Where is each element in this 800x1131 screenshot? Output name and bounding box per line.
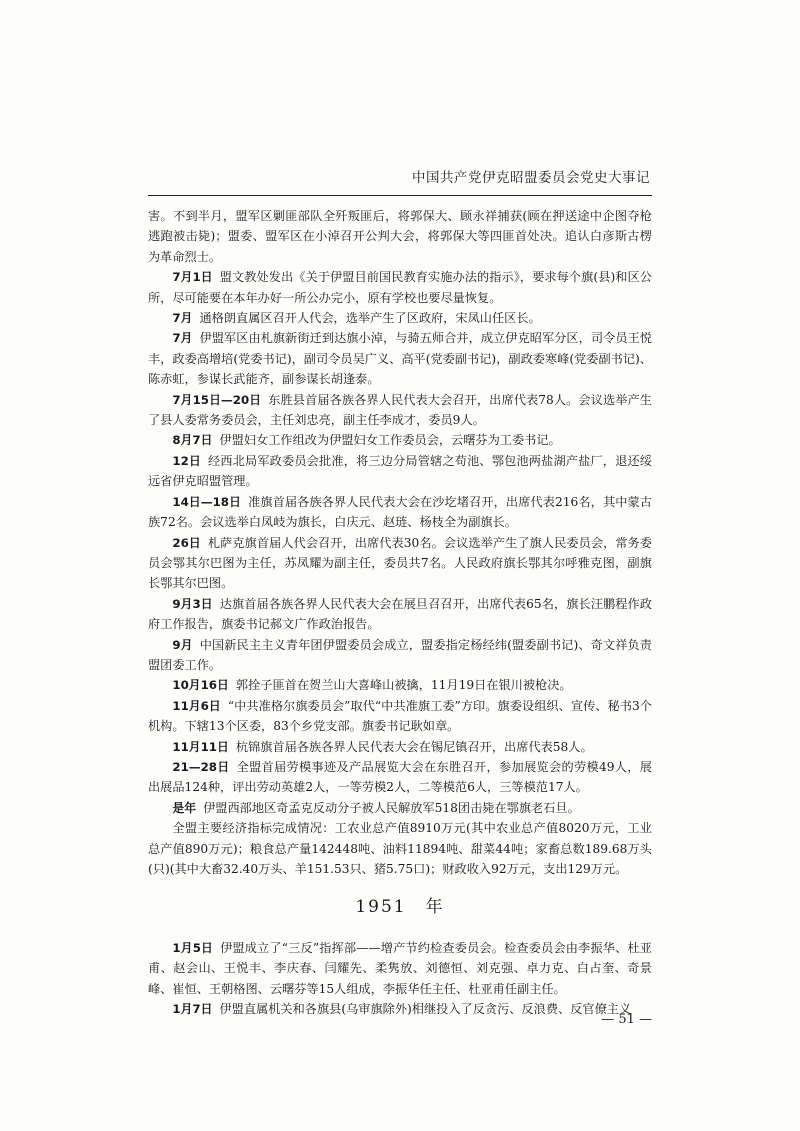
entry-paragraph (148, 430, 652, 450)
entry-date: 26日 (172, 535, 201, 550)
entry-date: 8月7日 (172, 433, 213, 448)
entry-date: 是年 (172, 800, 196, 815)
body-text (148, 206, 652, 1019)
entry-paragraph (148, 533, 652, 594)
entry-paragraph (148, 675, 652, 695)
entry-paragraph (148, 938, 652, 999)
entry-text: 伊盟军区由札旗新街迁到达旗小淖，与骑五师合并，成立伊克昭军分区，司令员王悦丰，政委高增培(党委书记)，副司令员吴广义、高平(党委副书记)，副政委寒峰(党委副书记)、陈赤虹，参谋长武能齐，副参谋长胡逢泰。 (148, 331, 652, 387)
entry-paragraph (148, 451, 652, 492)
entry-text: 达旗首届各族各界人民代表大会在展旦召召开，出席代表65名，旗长汪鹏程作政府工作报告，旗委书记郝文广作政治报告。 (148, 596, 652, 632)
entry-paragraph (148, 757, 652, 798)
entry-date: 7月 (172, 311, 193, 326)
entry-text: 害。不到半月，盟军区剿匪部队全歼叛匪后，将郭保大、顾永祥捕获(顾在押送途中企图夺枪逃跑被击毙)；盟委、盟军区在小淖召开公判大会，将郭保大等四匪首处决。追认白彦斯古楞为革命烈士。 (148, 209, 652, 264)
running-header: 中国共产党伊克昭盟委员会党史大事记 (412, 170, 650, 186)
entry-paragraph (148, 696, 652, 737)
entry-date: 7月1日 (172, 270, 213, 285)
entry-paragraph (148, 594, 652, 635)
entry-paragraph (148, 390, 652, 431)
entry-text: 伊盟西部地区奇孟克反动分子被人民解放军518团击毙在鄂旗老石旦。 (203, 800, 580, 815)
entry-date: 21—28日 (172, 759, 230, 774)
entry-date: 11月6日 (172, 698, 221, 713)
entry-paragraph (148, 206, 652, 267)
entry-text: 札萨克旗首届人代会召开，出席代表30名。会议选举产生了旗人民委员会，常务委员会鄂其尔巴图为主任，苏凤耀为副主任，委员共7名。人民政府旗长鄂其尔呼雅克图，副旗长鄂其尔巴图。 (148, 535, 652, 591)
entry-date: 1月7日 (172, 1002, 213, 1017)
entry-date: 7月 (172, 331, 193, 346)
entry-text: 伊盟成立了“三反”指挥部——增产节约检查委员会。检查委员会由李振华、杜亚甫、赵会山、王悦丰、李庆春、闫耀先、柔隽放、刘德恒、刘克强、卓力克、白占奎、奇景峰、崔恒、王朝格图、云曙芬等15人组成，李振华任主任、杜亚甫任副主任。 (148, 940, 652, 996)
entry-text: 中国新民主主义青年团伊盟委员会成立，盟委指定杨经纬(盟委副书记)、奇文祥负责盟团委工作。 (148, 637, 652, 672)
entry-date: 1月5日 (172, 940, 213, 955)
entry-paragraph (148, 999, 652, 1019)
entry-paragraph (148, 798, 652, 818)
entry-date: 14日—18日 (172, 494, 241, 509)
page-number: — 51 — (601, 1012, 652, 1027)
entry-text: 准旗首届各族各界人民代表大会在沙圪堵召开，出席代表216名，其中蒙古族72名。会议选举白凤岐为旗长，白庆元、赵琏、杨枝全为副旗长。 (148, 494, 652, 530)
entries-1950 (148, 206, 652, 879)
entry-date: 10月16日 (172, 678, 229, 693)
entry-text: 杭锦旗首届各族各界人民代表大会在锡尼镇召开，出席代表58人。 (235, 739, 593, 754)
year-heading: 1951 年 (355, 897, 445, 918)
entry-text: 全盟主要经济指标完成情况：工农业总产值8910万元(其中农业总产值8020万元，工业总产值890万元)；粮食总产量142448吨、油料11894吨、甜菜44吨；家畜总数189.68万头(只)(其中大畜32.40万头、羊151.53只、猪5.75口)；财政收入92万元，支出129万元。 (148, 821, 652, 876)
header-rule (148, 195, 652, 196)
entry-text: 盟文教处发出《关于伊盟目前国民教育实施办法的指示》，要求每个旗(县)和区公所，尽可能要在本年办好一所公办完小，原有学校也要尽量恢复。 (148, 270, 652, 305)
entry-paragraph (148, 818, 652, 879)
entry-paragraph (148, 737, 652, 757)
entry-paragraph (148, 328, 652, 389)
entry-date: 7月15日—20日 (172, 392, 262, 407)
entry-text: 经西北局军政委员会批准，将三边分局管辖之苟池、鄂包池两盐湖产盐厂，退还绥远省伊克昭盟管理。 (148, 453, 652, 489)
entry-paragraph (148, 635, 652, 676)
entry-text: 郭拴子匪首在贺兰山大喜峰山被擒，11月19日在银川被枪决。 (235, 678, 572, 693)
entry-text: “中共准格尔旗委员会”取代“中共准旗工委”方印。旗委设组织、宣传、秘书3个机构。下辖13个区委，83个乡党支部。旗委书记耿如章。 (148, 698, 652, 734)
entry-paragraph (148, 308, 652, 328)
entry-date: 12日 (172, 453, 201, 468)
entries-1951 (148, 938, 652, 1020)
entry-text: 东胜县首届各族各界人民代表大会召开，出席代表78人。会议选举产生了县人委常务委员会，主任刘忠亮，副主任李成才，委员9人。 (148, 392, 652, 428)
entry-paragraph (148, 492, 652, 533)
entry-text: 通格朗直属区召开人代会，选举产生了区政府，宋凤山任区长。 (199, 311, 541, 326)
entry-paragraph (148, 267, 652, 308)
entry-text: 全盟首届劳模事迹及产品展览大会在东胜召开，参加展览会的劳模49人，展出展品124种，评出劳动英雄2人，一等劳模2人，二等模范6人，三等模范17人。 (148, 759, 652, 795)
entry-date: 9月 (172, 637, 193, 652)
entry-text: 伊盟直属机关和各旗县(乌审旗除外)相继投入了反贪污、反浪费、反官僚主义 (219, 1002, 632, 1017)
entry-date: 9月3日 (172, 596, 213, 611)
entry-date: 11月11日 (172, 739, 229, 754)
entry-text: 伊盟妇女工作组改为伊盟妇女工作委员会，云曙芬为工委书记。 (219, 433, 561, 448)
